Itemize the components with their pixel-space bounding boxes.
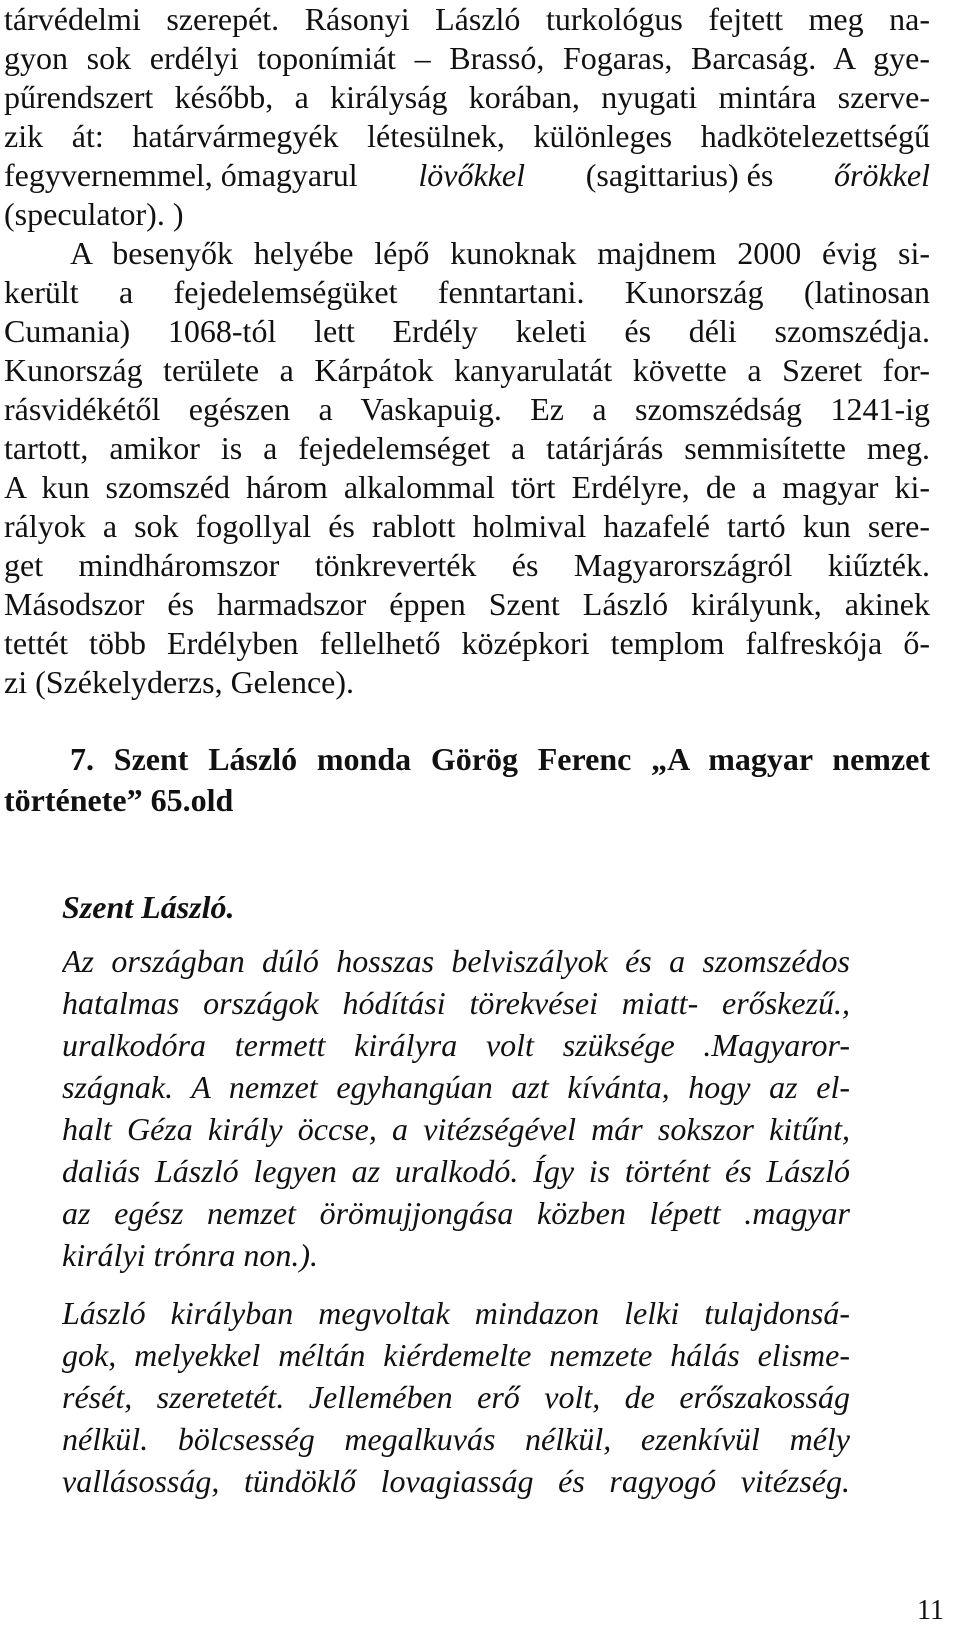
text-line: pűrendszert később, a királyság korában, nyugati mintára szerve- xyxy=(4,79,930,115)
text-segment: (sagittarius) és xyxy=(577,157,782,193)
text-line: rásvidékétől egészen a Vaskapuig. Ez a szomszédság 1241-ig xyxy=(4,391,930,427)
section-heading: története” 65.old xyxy=(4,782,234,818)
text-line: Cumania) 1068-tól lett Erdély keleti és déli szomszédja. xyxy=(4,313,930,349)
quote-line: királyi trónra non.). xyxy=(62,1237,318,1273)
quote-line: rését, szeretetét. Jellemében erő volt, de erőszakosság xyxy=(62,1379,850,1415)
italic-term: őrökkel xyxy=(834,157,930,193)
text-line xyxy=(4,156,930,194)
quote-line: gok, melyekkel méltán kiérdemelte nemzete hálás elisme- xyxy=(62,1337,850,1373)
quote-line: László királyban megvoltak mindazon lelki tulajdonsá- xyxy=(62,1295,850,1331)
quote-line: vallásosság, tündöklő lovagiasság és ragyogó vitézség. xyxy=(62,1463,850,1499)
text-line: Másodszor és harmadszor éppen Szent László királyunk, akinek xyxy=(4,586,930,622)
quote-line: Az országban dúló hosszas belviszályok és a szomszédos xyxy=(62,943,850,979)
quote-line: szágnak. A nemzet egyhangúan azt kívánta, hogy az el- xyxy=(62,1069,850,1105)
text-line: A kun szomszéd három alkalommal tört Erdélyre, de a magyar ki- xyxy=(4,469,930,505)
quote-line: hatalmas országok hódítási törekvései miatt- erőskezű., xyxy=(62,985,850,1021)
quote-line: az egész nemzet örömujjongása közben lépett .magyar xyxy=(62,1195,850,1231)
italic-term: lövőkkel xyxy=(418,157,525,193)
page-number: 11 xyxy=(917,1595,944,1626)
quote-line: nélkül. bölcsesség megalkuvás nélkül, ezenkívül mély xyxy=(62,1421,850,1457)
text-line: get mindháromszor tönkreverték és Magyarországról kiűzték. xyxy=(4,547,930,583)
text-segment: fegyvernemmel, ómagyarul xyxy=(4,157,366,193)
text-line: A besenyők helyébe lépő kunoknak majdnem 2000 évig si- xyxy=(70,235,930,271)
text-line: gyon sok erdélyi toponímiát – Brassó, Fogaras, Barcaság. A gye- xyxy=(4,40,930,76)
text-line: zi (Székelyderzs, Gelence). xyxy=(4,664,355,700)
subheading: Szent László. xyxy=(62,889,235,925)
quote-line: halt Géza király öccse, a vitézségével már sokszor kitűnt, xyxy=(62,1111,850,1147)
text-line: zik át: határvármegyék létesülnek, különleges hadkötelezettségű xyxy=(4,118,930,154)
text-line: rályok a sok fogollyal és rablott holmival hazafelé tartó kun sere- xyxy=(4,508,930,544)
section-heading: 7. Szent László monda Görög Ferenc „A magyar nemzet xyxy=(70,741,930,777)
text-line: került a fejedelemségüket fenntartani. Kunország (latinosan xyxy=(4,274,930,310)
quote-line: daliás László legyen az uralkodó. Így is történt és László xyxy=(62,1153,850,1189)
text-line: Kunország területe a Kárpátok kanyarulatát követte a Szeret for- xyxy=(4,352,930,388)
text-line: (speculator). ) xyxy=(4,196,184,232)
text-line: tartott, amikor is a fejedelemséget a tatárjárás semmisítette meg. xyxy=(4,430,930,466)
text-line: tettét több Erdélyben fellelhető középkori templom falfreskója ő- xyxy=(4,625,930,661)
quote-line: uralkodóra termett királyra volt szüksége .Magyaror- xyxy=(62,1027,850,1063)
text-line: tárvédelmi szerepét. Rásonyi László turkológus fejtett meg na- xyxy=(4,1,930,37)
